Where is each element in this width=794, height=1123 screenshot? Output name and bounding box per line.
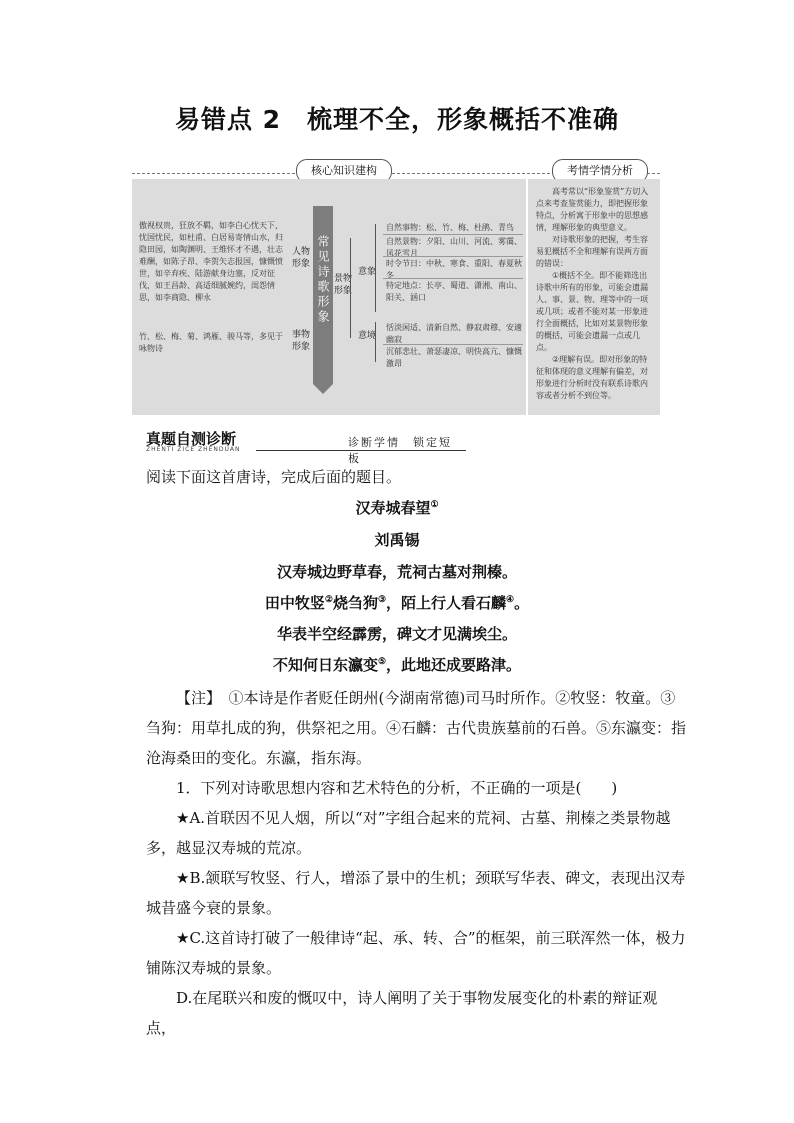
scene-item: 自然事物：松、竹、梅、杜鹃、青鸟 [386,223,514,232]
scene-item: 沉郁悲壮、萧瑟凄凉、明快高亢、慷慨激昂 [386,347,522,368]
row-divider [383,234,523,235]
option-d: D.在尾联兴和废的慨叹中，诗人阐明了关于事物发展变化的朴素的辩证观点， [146,989,658,1037]
poem-text: ，此地还成要路津。 [386,656,522,674]
page-title: 易错点 2 梳理不全，形象概括不准确 [174,105,620,134]
poem-line [0,650,794,680]
label-thing-image: 事物形象 [291,330,310,352]
tab-exam-analysis: 考情学情分析 [552,159,648,183]
poem-title [0,493,794,523]
scene-item: 自然景物：夕阳、山川、河流、雾霭、风花雪月 [386,237,522,258]
poem-notes: 【注】 ①本诗是作者贬任朗州(今湖南常德)司马时所作。②牧竖：牧童。③刍狗：用草扎成的狗，供祭祀之用。④石麟：古代贵族墓前的石兽。⑤东瀛变：指沧海桑田的变化。东瀛，指东海。 [146,689,687,767]
person-image-description: 傲视权贵，狂放不羁，如李白心忧天下，忧国忧民，如杜甫、白居易寄情山水，归隐田园，如陶渊明、王维怀才不遇，壮志难酬，如陈子昂、李贺矢志报国，慷慨愤世，如辛弃疾、陆游献身边塞，反对征伐，如王昌龄、高适细腻婉约，闺怨情思，如李商隐、柳永 [139,221,283,302]
thing-image-description: 竹、松、梅、菊、鸿雁、骏马等，多见于咏物诗 [139,332,283,353]
bracket [375,224,376,312]
poem-text: 不知何日东瀛变 [272,656,378,674]
row-divider [383,344,523,345]
bracket [350,238,351,338]
bracket [375,322,376,362]
question-1: 1．下列对诗歌思想内容和艺术特色的分析，不正确的一项是( ) [176,779,618,797]
poem-text: 烧刍狗 [332,594,378,612]
row-divider [383,278,523,279]
label-person-image: 人物形象 [291,247,310,269]
analysis-paragraph: 对诗歌形象的把握，考生容易犯概括不全和理解有误两方面的错误： [536,235,648,268]
poem-title-text: 汉寿城春望 [355,499,431,517]
center-label: 常见诗歌形象 [316,235,330,325]
poem-text: 。 [514,594,530,612]
section-underline [256,450,466,451]
footnote-marker: ① [430,500,439,510]
section-header [146,428,464,465]
analysis-text [536,186,654,402]
poem-text: ，陌上行人看石麟 [386,594,507,612]
poem-line: 华表半空经霹雳，碑文才见满埃尘。 [276,625,517,643]
section-pinyin: ZHENTI ZICE ZHENDUAN [146,446,241,453]
analysis-paragraph: ②理解有误。即对形象的特征和体现的意义理解有偏差，对形象进行分析时没有联系诗歌内容或者分析不到位等。 [536,355,648,400]
scene-item: 恬淡闲适、清新自然、静寂肃穆、安適幽寂 [386,323,522,344]
poem-line [0,588,794,618]
poem-line: 汉寿城边野草春，荒祠古墓对荆榛。 [276,563,517,581]
row-divider [383,256,523,257]
section-title: 真题自测诊断 [146,430,237,448]
intro-text: 阅读下面这首唐诗，完成后面的题目。 [146,468,402,486]
option-b: ★B.颔联写牧竖、行人，增添了景中的生机；颈联写华表、碑文，表现出汉寿城昔盛今衰的景象。 [146,869,686,917]
tab-core-knowledge: 核心知识建构 [296,159,392,183]
option-a: ★A.首联因不见人烟，所以“对”字组合起来的荒祠、古墓、荆榛之类景物越多，越显汉寿城的荒凉。 [146,809,671,857]
section-subtitle: 诊断学情 锁定短板 [348,436,452,465]
label-scene-image: 景物形象 [333,274,352,296]
option-c: ★C.这首诗打破了一般律诗“起、承、转、合”的框架，前三联浑然一体，极力铺陈汉寿城的景象。 [146,929,686,977]
footnote-marker: ⑤ [377,657,387,667]
footnote-marker: ② [324,595,333,605]
label-yixiang: 意象 [357,267,376,277]
analysis-paragraph: 高考常以“形象鉴赏”方切入点来考查鉴赏能力，即把握形象特点，分析寓于形象中的思想感情，理解形象的典型意义。 [536,187,649,232]
scene-item: 时令节日：中秋、寒食、重阳、春夏秋冬 [386,259,522,280]
poem-author: 刘禹锡 [374,531,420,549]
poem-text: 田中牧竖 [264,594,325,612]
footnote-marker: ③ [377,595,387,605]
analysis-paragraph: ①概括不全。即不能筛选出诗歌中所有的形象，可能会遗漏人、事、景、物、理等中的一项或几项；或者不能对某一形象进行全面概括，比如对某景物形象的概括，可能会遗漏一点或几点。 [536,271,648,352]
footnote-marker: ④ [506,595,515,605]
label-yijing: 意境 [357,331,376,341]
scene-item: 特定地点：长亭、蜀道、潇湘、南山、阳关、涵口 [386,281,522,302]
